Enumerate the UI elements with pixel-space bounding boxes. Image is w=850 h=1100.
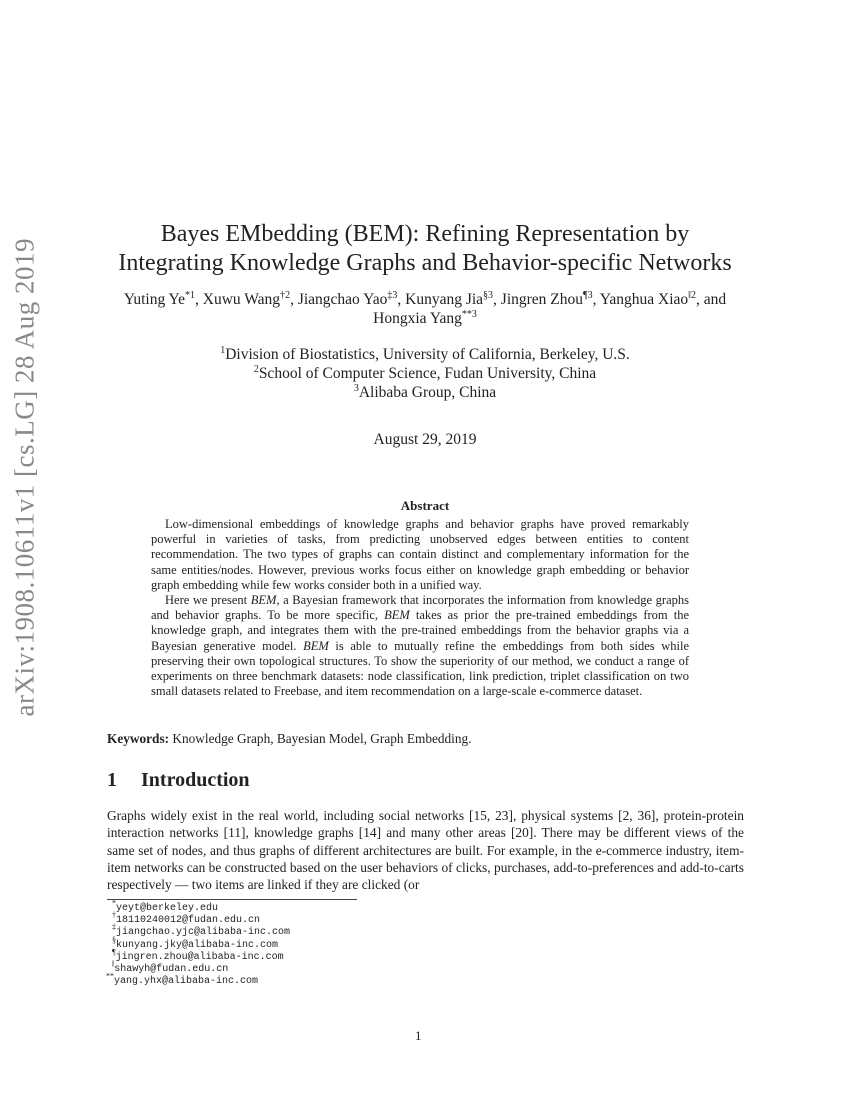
footnote: **yang.yhx@alibaba-inc.com (106, 971, 259, 988)
footnote: †18110240012@fudan.edu.cn (112, 910, 261, 927)
footnote: ¶jingren.zhou@alibaba-inc.com (112, 947, 284, 963)
author: Kunyang Jia$^{\S 3}$, (405, 289, 501, 308)
affiliation: $^1$Division of Biostatistics, University of California, Berkeley, U.S. (220, 344, 630, 363)
paper-title (80, 220, 770, 278)
affiliation: $^3$Alibaba Group, China (353, 382, 497, 401)
section-title: Introduction (141, 769, 250, 791)
author: Jingren Zhou$^{\P 3}$, (500, 289, 600, 308)
author: Jiangchao Yao$^{\ddagger 3}$, (297, 289, 406, 308)
method-name: BEM (250, 593, 277, 608)
section-number: 1 (107, 769, 117, 791)
keywords-label: Keywords: (107, 731, 170, 746)
introduction-body (107, 807, 744, 893)
footnote-divider (107, 899, 357, 900)
affiliation: $^2$School of Computer Science, Fudan University, China (253, 363, 597, 382)
footnote: *yeyt@berkeley.edu (112, 898, 219, 914)
abstract-heading: Abstract (400, 498, 450, 513)
author: Yanghua Xiao$^{‖2}$, and (599, 289, 727, 308)
author: Xuwu Wang$^{\dagger 2}$, (202, 289, 298, 308)
keywords-text: Knowledge Graph, Bayesian Model, Graph Embedding. (169, 731, 472, 746)
footnote: ‡jiangchao.yjc@alibaba-inc.com (112, 923, 291, 939)
title-line-2: Integrating Knowledge Graphs and Behavior-specific Networks (118, 250, 732, 276)
footnote: ‖shawyh@fudan.edu.cn (112, 959, 229, 976)
section-heading (107, 769, 250, 792)
page-number: 1 (415, 1028, 422, 1043)
footnote-list (106, 898, 412, 988)
abstract-paragraph: Here we present BEM, a Bayesian framework that incorporates the information from knowledge graphs and behavior graphs. To be more specific, BEM takes as prior the pre-trained embeddings from the knowledge graph, and integrates them with the pre-trained embeddings from the behavior graphs via a Bayesian generative model. BEM is able to mutually refine the embeddings from both sides while preserving their own topological structures. To show the superiority of our method, we conduct a range of experiments on three benchmark datasets: node classification, link prediction, triplet classification on two small datasets related to Freebase, and item recommendation on a large-scale e-commerce dataset. (151, 593, 689, 699)
author-list (100, 290, 750, 328)
method-name: BEM (384, 608, 410, 623)
footnote: §kunyang.jky@alibaba-inc.com (112, 935, 279, 951)
body-paragraph: Graphs widely exist in the real world, including social networks [15, 23], physical systems [2, 36], protein-protein interaction networks [11], knowledge graphs [14] and many other areas [20]. There may be different views of the same set of nodes, and thus graphs of different architectures are built. For example, in the e-commerce industry, item-item networks can be constructed based on the user behaviors of clicks, purchases, add-to-preferences and add-to-carts respectively — two items are linked if they are clicked (or (107, 808, 744, 893)
arxiv-identifier-stamp: arXiv:1908.10611v1 [cs.LG] 28 Aug 2019 (9, 238, 40, 717)
title-line-1: Bayes EMbedding (BEM): Refining Representation by (160, 221, 690, 247)
abstract-paragraph: Low-dimensional embeddings of knowledge graphs and behavior graphs have proved remarkably powerful in varieties of tasks, from predicting unobserved edges between entities to content recommendation. The two types of graphs can contain distinct and complementary information for the same entities/nodes. However, previous works focus either on knowledge graph embedding or behavior graph embedding while few works consider both in a unified way. (151, 517, 689, 592)
keywords-line (107, 731, 747, 747)
abstract-body (151, 517, 689, 699)
affiliation-list (100, 345, 750, 402)
publication-date: August 29, 2019 (373, 431, 477, 448)
author: Yuting Ye$^{*1}$, (123, 289, 203, 308)
author: Hongxia Yang$^{**3}$ (373, 308, 477, 327)
method-name: BEM (303, 638, 329, 653)
